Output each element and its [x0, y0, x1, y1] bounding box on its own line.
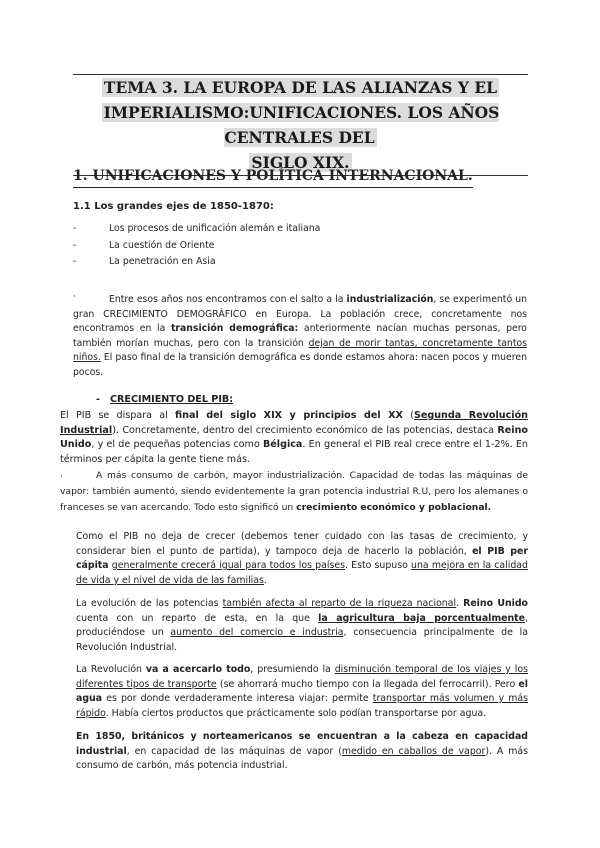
title-line-1: TEMA 3. LA EUROPA DE LAS ALIANZAS Y EL — [103, 78, 498, 97]
paragraph-bullet: · — [60, 471, 63, 482]
list-item — [73, 238, 533, 255]
section-heading: 1. UNIFICACIONES Y POLÍTICA INTERNACIONAL. — [73, 166, 473, 188]
paragraph-coal-consumption: · A más consumo de carbón, mayor industrialización. Capacidad de todas las máquinas de vapor: también aumentó, siendo evidentemente la gran potencia industrial R.U, pero los alemanes o franceses se van acercando. Todo esto significó un crecimiento económico y poblacional. — [60, 470, 528, 513]
topic-list — [73, 221, 533, 271]
paragraph-pib-per-capita: Como el PIB no deja de crecer (debemos tener cuidado con las tasas de crecimiento, y considerar bien el punto de partida), y tampoco deja de hacerlo la población, el PIB per cápita generalmente crecerá igual para todos los países. Esto supuso una mejora en la calidad de vida y el nivel de vida de las familias. — [76, 531, 528, 586]
paragraph-demographic-growth: Entre esos años nos encontramos con el salto a la industrialización, se experimentó un gran CRECIMIENTO DEMOGRÁFICO en Europa. La población crece, concretamente nos encontramos en la transición demográfica: anteriormente nacían muchas personas, pero también morían muchas, pero con la transición dejan de morir tantas, concretamente tantos niños. El paso final de la transición demográfica es donde estamos ahora: nacen pocos y mueren pocos. — [73, 294, 528, 378]
document-title — [73, 74, 528, 176]
list-item-text: La cuestión de Oriente — [109, 239, 215, 251]
list-item — [73, 254, 533, 271]
list-dash: - — [73, 256, 77, 267]
title-line-2: IMPERIALISMO:UNIFICACIONES. LOS AÑOS CENTRALES DEL — [103, 103, 500, 147]
list-item-text: Los procesos de unificación alemán e italiana — [109, 223, 321, 234]
paragraph-pib: El PIB se dispara al final del siglo XIX y principios del XX (Segunda Revolución Industrial). Concretamente, dentro del crecimiento económico de las potencias, destaca Reino Unido, y el de pequeñas potencias como Bélgica. En general el PIB real crece entre el 1-2%. En términos per cápita la gente tiene más. — [60, 410, 529, 465]
pib-heading: - CRECIMIENTO DEL PIB: — [96, 394, 234, 405]
paragraph-bullet: · — [73, 292, 76, 302]
paragraph-industrial-capacity: En 1850, británicos y norteamericanos se encuentran a la cabeza en capacidad industrial, en capacidad de las máquinas de vapor (medido en caballos de vapor). A más consumo de carbón, más potencia industrial. — [76, 731, 529, 772]
subsection-heading: 1.1 Los grandes ejes de 1850-1870: — [73, 201, 274, 212]
paragraph-wealth-distribution: La evolución de las potencias también afecta al reparto de la riqueza nacional. Reino Unido cuenta con un reparto de esta, en la que la agricultura baja porcentualmente, produciéndose un aumento del comercio e industria, consecuencia principalmente de la Revolución Industrial. — [76, 598, 528, 653]
paragraph-transport: La Revolución va a acercarlo todo, presumiendo la disminución temporal de los viajes y los diferentes tipos de transporte (se ahorrará mucho tiempo con la llegada del ferrocarril). Pero el agua es por donde verdaderamente interesa viajar: permite transportar más volumen y más rápido. Había ciertos productos que prácticamente solo podían transportarse por agua. — [76, 664, 528, 719]
list-item-text: La penetración en Asia — [109, 256, 216, 267]
list-item — [73, 221, 533, 238]
list-dash: - — [73, 239, 77, 251]
title-line-3: SIGLO XIX. — [251, 153, 350, 172]
list-dash: - — [73, 223, 77, 234]
